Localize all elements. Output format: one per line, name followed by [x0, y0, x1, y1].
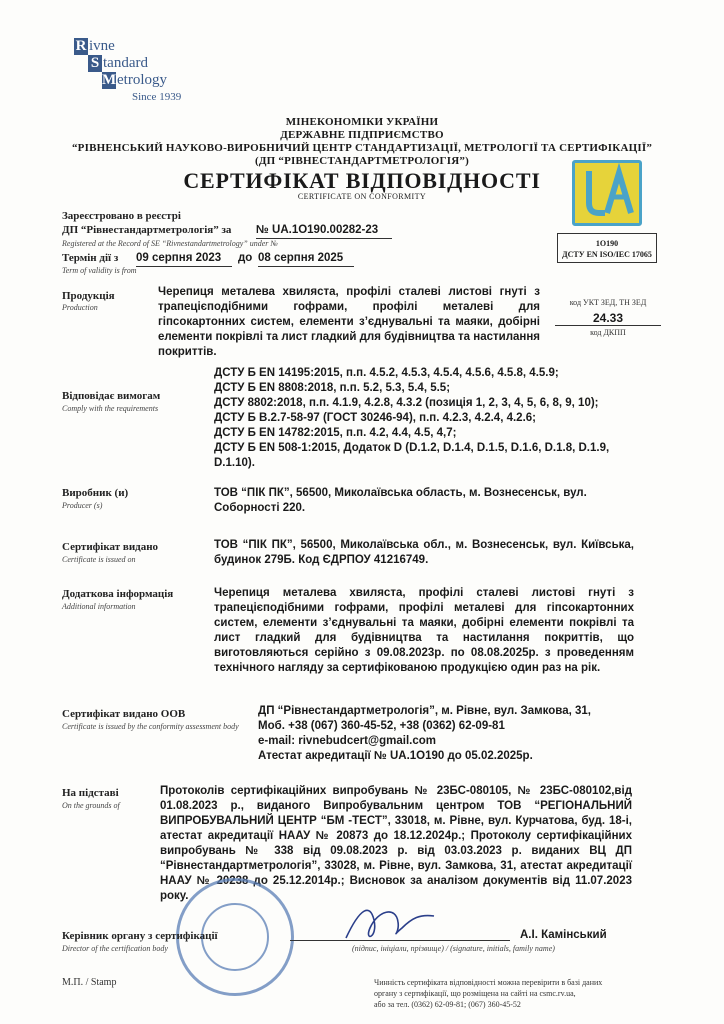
validity-to-label: до: [238, 252, 253, 264]
registry-label-en: Registered at the Record of SE “Rivnestandartmetrology” under №: [62, 239, 278, 248]
registry-label-2: ДП “Рівнестандартметрологія” за: [62, 224, 232, 236]
body-line: Атестат акредитації № UA.1O190 до 05.02.2025р.: [258, 750, 533, 762]
requirement-line: ДСТУ Б EN 14195:2015, п.п. 4.5.2, 4.5.3, 4.5.4, 4.5.6, 4.5.8, 4.5.9;: [214, 367, 559, 379]
signature-label-en: Director of the certification body: [62, 944, 168, 953]
rsm-logo: [74, 38, 204, 118]
requirements-label-en: Comply with the requirements: [62, 404, 159, 413]
product-text: Черепиця металева хвиляста, профілі сталеві листові гнуті з трапецієподібними гофрами, профілі металеві для гіпсокартонних систем, елементи з’єднувальні та маяки, добірні елементи покрівлі та лист гладкий для будівництва та настилання покриттів.: [158, 286, 540, 358]
grounds-label-en: On the grounds of: [62, 801, 120, 810]
footer-line: або за тел. (0362) 62-09-81; (067) 360-45-52: [374, 1000, 521, 1009]
grounds-label: На підставі: [62, 787, 119, 799]
requirements-label: Відповідає вимогам: [62, 390, 161, 402]
additional-label: Додаткова інформація: [62, 588, 174, 600]
producer-label-en: Producer (s): [62, 501, 103, 510]
registry-number: № UA.1O190.00282-23: [256, 223, 392, 239]
badge-standard: ДСТУ EN ISO/IEC 17065: [562, 250, 652, 259]
stamp-label: М.П. / Stamp: [62, 977, 117, 988]
issued-to-label: Сертифікат видано: [62, 541, 159, 553]
validity-label-en: Term of validity is from: [62, 266, 137, 275]
footer-line: органу з сертифікації, що розміщена на сайті на csmc.rv.ua,: [374, 989, 576, 998]
accreditation-badge: [557, 233, 657, 263]
logo-word-rivne: ivne: [89, 38, 115, 54]
handwritten-signature-icon: [340, 898, 440, 946]
validity-label: Термін дії з: [62, 252, 119, 264]
header-enterprise: ДЕРЖАВНЕ ПІДПРИЄМСТВО: [280, 129, 444, 141]
ua-conformity-mark-icon: [572, 160, 642, 226]
producer-label: Виробник (и): [62, 487, 129, 499]
badge-code: 1O190: [595, 239, 619, 248]
product-code-sub: код ДКПП: [590, 328, 626, 337]
logo-cap-s: S: [88, 55, 102, 72]
logo-word-metrology: etrology: [117, 72, 167, 88]
validity-to: 08 серпня 2025: [258, 251, 354, 267]
footer-note: [374, 977, 674, 1010]
header-center: “РІВНЕНСЬКИЙ НАУКОВО-ВИРОБНИЧИЙ ЦЕНТР СТАНДАРТИЗАЦІЇ, МЕТРОЛОГІЇ ТА СЕРТИФІКАЦІЇ”: [71, 142, 653, 154]
requirement-line: ДСТУ 8802:2018, п.п. 4.1.9, 4.2.8, 4.3.2 (позиція 1, 2, 3, 4, 5, 6, 8, 9, 10);: [214, 397, 599, 409]
producer-text: ТОВ “ПІК ПК”, 56500, Миколаївська область, м. Вознесенськ, вул. Соборності 220.: [214, 487, 587, 514]
page-subtitle: CERTIFICATE ON CONFORMITY: [297, 192, 427, 201]
logo-cap-m: M: [102, 72, 117, 88]
grounds-text: Протоколів сертифікаційних випробувань № 23БС-080105, № 23БС-080102,від 01.08.2023 р., виданого Випробувальним центром ТОВ “РЕГІОНАЛЬНИЙ ВИПРОБУВАЛЬНИЙ ЦЕНТР “БМ -ТЕСТ”, 33018, м. Рівне, вул. Курчатова, буд. 18-і, атестат акредитації НААУ № 20873 до 18.12.2024р.; Протоколу сертифікаційних випробувань № 338 від 09.08.2023 р. від 03.03.2023 р. виданих ВЦ ДП “Рівнестандартметрологія”, 33028, м. Рівне, вул. Замкова, 31, атестат акредитації НААУ № 20238 до 25.12.2014р.; Висновок за аналізом документів від 11.07.2023 року.: [160, 785, 632, 902]
requirements-list: [214, 366, 634, 471]
product-label: Продукція: [62, 290, 115, 302]
footer-line: Чинність сертифіката відповідності можна перевірити в базі даних: [374, 978, 603, 987]
additional-text: Черепиця металева хвиляста, профілі сталеві листові гнуті з трапецієподібними гофрами, профілі металеві для гіпсокартонних систем, елементи з’єднувальні та маяки, добірні елементи покрівлі та лист гладкий для будівництва та настилання покриттів, що виготовляються серійно з 09.08.2023р. по 08.08.2025р. з проведенням технічного нагляду за сертифікованою продукцією один раз на рік.: [214, 587, 634, 674]
body-label: Сертифікат видано ООВ: [62, 708, 186, 720]
product-code-label: код УКТ ЗЕД, ТН ЗЕД: [569, 298, 647, 307]
body-label-en: Certificate is issued by the conformity assessment body: [62, 722, 239, 731]
body-line: Моб. +38 (067) 360-45-52, +38 (0362) 62-09-81: [258, 720, 505, 732]
body-line: ДП “Рівнестандартметрологія”, м. Рівне, вул. Замкова, 31,: [258, 705, 591, 717]
body-line: e-mail: rivnebudcert@gmail.com: [258, 735, 437, 747]
logo-word-standard: tandard: [103, 55, 148, 71]
logo-cap-r: R: [75, 38, 87, 54]
requirement-line: D.1.10).: [214, 457, 255, 469]
additional-label-en: Additional information: [62, 602, 136, 611]
signature-label: Керівник органу з сертифікації: [62, 930, 218, 942]
requirement-line: ДСТУ Б В.2.7-58-97 (ГОСТ 30246-94), п.п. 4.2.3, 4.2.4, 4.2.6;: [214, 412, 536, 424]
issued-to-label-en: Certificate is issued on: [62, 555, 136, 564]
product-label-en: Production: [62, 303, 98, 312]
validity-from: 09 серпня 2023: [136, 251, 232, 267]
logo-since: Since 1939: [132, 91, 182, 103]
product-code: 24.33: [555, 311, 661, 326]
header-ministry: МІНЕКОНОМІКИ УКРАЇНИ: [285, 116, 439, 128]
page-title: СЕРТИФІКАТ ВІДПОВІДНОСТІ: [183, 168, 541, 193]
signatory-name: А.І. Камінський: [520, 929, 607, 941]
product-code-box: [555, 298, 661, 337]
registry-label-1: Зареєстровано в реєстрі: [62, 210, 181, 222]
requirement-line: ДСТУ Б EN 14782:2015, п.п. 4.2, 4.4, 4.5, 4,7;: [214, 427, 457, 439]
body-details: [258, 704, 638, 764]
requirement-line: ДСТУ Б EN 8808:2018, п.п. 5.2, 5.3, 5.4, 5.5;: [214, 382, 451, 394]
header-short-name: (ДП “РІВНЕСТАНДАРТМЕТРОЛОГІЯ”): [255, 155, 469, 167]
requirement-line: ДСТУ Б EN 508-1:2015, Додаток D (D.1.2, D.1.4, D.1.5, D.1.6, D.1.8, D.1.9,: [214, 442, 610, 454]
signature-caption: (підпис, ініціали, прізвище) / (signature, initials, family name): [352, 944, 555, 953]
issued-to-text: ТОВ “ПІК ПК”, 56500, Миколаївська обл., м. Вознесенськ, вул. Київська, будинок 279Б. Код ЄДРПОУ 41216749.: [214, 539, 634, 566]
